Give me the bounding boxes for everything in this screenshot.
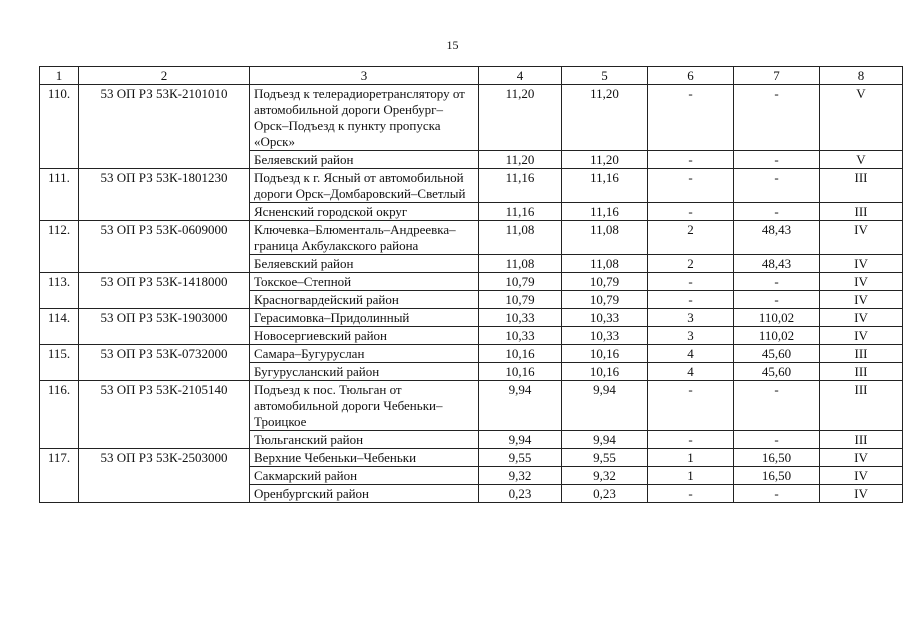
length-total-cell: 10,16	[479, 345, 562, 363]
table-row	[40, 85, 903, 151]
length-regional-cell: 9,32	[562, 467, 648, 485]
length-hard-cell: -	[734, 151, 820, 169]
length-hard-cell: -	[734, 273, 820, 291]
category-cell: V	[820, 151, 903, 169]
length-hard-cell: -	[734, 381, 820, 431]
count-cell: -	[648, 381, 734, 431]
road-code-cell: 53 ОП РЗ 53К-1418000	[79, 273, 250, 309]
road-name-cell: Красногвардейский район	[250, 291, 479, 309]
road-code-cell: 53 ОП РЗ 53К-0609000	[79, 221, 250, 273]
count-cell: 3	[648, 327, 734, 345]
road-name-cell: Герасимовка–Придолинный	[250, 309, 479, 327]
road-name-cell: Подъезд к телерадиоретранслятору от автомобильной дороги Оренбург–Орск–Подъезд к пункту пропуска «Орск»	[250, 85, 479, 151]
category-cell: III	[820, 431, 903, 449]
count-cell: -	[648, 151, 734, 169]
length-hard-cell: -	[734, 169, 820, 203]
count-cell: -	[648, 485, 734, 503]
length-total-cell: 10,79	[479, 291, 562, 309]
row-number-cell: 114.	[40, 309, 79, 345]
length-total-cell: 10,33	[479, 309, 562, 327]
length-regional-cell: 0,23	[562, 485, 648, 503]
length-hard-cell: 16,50	[734, 449, 820, 467]
count-cell: -	[648, 273, 734, 291]
row-number-cell: 115.	[40, 345, 79, 381]
category-cell: III	[820, 169, 903, 203]
header-cell-7: 7	[734, 67, 820, 85]
category-cell: III	[820, 345, 903, 363]
length-hard-cell: 16,50	[734, 467, 820, 485]
road-code-cell: 53 ОП РЗ 53К-0732000	[79, 345, 250, 381]
road-name-cell: Новосергиевский район	[250, 327, 479, 345]
length-total-cell: 9,94	[479, 431, 562, 449]
length-regional-cell: 9,94	[562, 381, 648, 431]
category-cell: V	[820, 85, 903, 151]
length-regional-cell: 10,16	[562, 345, 648, 363]
length-regional-cell: 10,16	[562, 363, 648, 381]
length-hard-cell: -	[734, 431, 820, 449]
length-hard-cell: -	[734, 85, 820, 151]
road-name-cell: Беляевский район	[250, 151, 479, 169]
length-hard-cell: -	[734, 203, 820, 221]
road-name-cell: Бугурусланский район	[250, 363, 479, 381]
road-name-cell: Подъезд к г. Ясный от автомобильной дороги Орск–Домбаровский–Светлый	[250, 169, 479, 203]
length-total-cell: 10,79	[479, 273, 562, 291]
length-total-cell: 9,32	[479, 467, 562, 485]
category-cell: IV	[820, 221, 903, 255]
length-regional-cell: 10,33	[562, 327, 648, 345]
table-row	[40, 169, 903, 203]
length-regional-cell: 10,33	[562, 309, 648, 327]
length-regional-cell: 11,16	[562, 203, 648, 221]
table-row	[40, 309, 903, 327]
length-regional-cell: 11,08	[562, 255, 648, 273]
length-hard-cell: -	[734, 291, 820, 309]
road-name-cell: Верхние Чебеньки–Чебеньки	[250, 449, 479, 467]
length-total-cell: 11,16	[479, 203, 562, 221]
road-name-cell: Самара–Бугуруслан	[250, 345, 479, 363]
header-cell-8: 8	[820, 67, 903, 85]
count-cell: 4	[648, 345, 734, 363]
count-cell: -	[648, 85, 734, 151]
road-name-cell: Ясненский городской округ	[250, 203, 479, 221]
length-hard-cell: 48,43	[734, 255, 820, 273]
road-name-cell: Оренбургский район	[250, 485, 479, 503]
header-cell-6: 6	[648, 67, 734, 85]
row-number-cell: 117.	[40, 449, 79, 503]
row-number-cell: 113.	[40, 273, 79, 309]
road-code-cell: 53 ОП РЗ 53К-1801230	[79, 169, 250, 221]
row-number-cell: 111.	[40, 169, 79, 221]
length-hard-cell: -	[734, 485, 820, 503]
length-total-cell: 11,20	[479, 85, 562, 151]
length-total-cell: 9,55	[479, 449, 562, 467]
road-code-cell: 53 ОП РЗ 53К-2105140	[79, 381, 250, 449]
table-row	[40, 381, 903, 431]
category-cell: IV	[820, 449, 903, 467]
length-regional-cell: 10,79	[562, 273, 648, 291]
table-row	[40, 449, 903, 467]
length-total-cell: 0,23	[479, 485, 562, 503]
length-regional-cell: 11,16	[562, 169, 648, 203]
length-regional-cell: 10,79	[562, 291, 648, 309]
count-cell: -	[648, 203, 734, 221]
header-cell-5: 5	[562, 67, 648, 85]
road-name-cell: Токское–Степной	[250, 273, 479, 291]
header-cell-1: 1	[40, 67, 79, 85]
count-cell: 4	[648, 363, 734, 381]
table-header-row	[40, 67, 903, 85]
count-cell: -	[648, 431, 734, 449]
road-name-cell: Тюльганский район	[250, 431, 479, 449]
length-total-cell: 11,08	[479, 221, 562, 255]
page-number: 15	[446, 38, 459, 52]
length-hard-cell: 110,02	[734, 327, 820, 345]
row-number-cell: 116.	[40, 381, 79, 449]
length-hard-cell: 45,60	[734, 363, 820, 381]
count-cell: -	[648, 291, 734, 309]
length-hard-cell: 45,60	[734, 345, 820, 363]
table-row	[40, 221, 903, 255]
category-cell: III	[820, 203, 903, 221]
header-cell-3: 3	[250, 67, 479, 85]
length-regional-cell: 11,20	[562, 85, 648, 151]
road-code-cell: 53 ОП РЗ 53К-1903000	[79, 309, 250, 345]
category-cell: IV	[820, 273, 903, 291]
road-name-cell: Подъезд к пос. Тюльган от автомобильной дороги Чебеньки–Троицкое	[250, 381, 479, 431]
category-cell: IV	[820, 467, 903, 485]
category-cell: IV	[820, 485, 903, 503]
length-total-cell: 9,94	[479, 381, 562, 431]
road-code-cell: 53 ОП РЗ 53К-2101010	[79, 85, 250, 169]
count-cell: 2	[648, 255, 734, 273]
length-regional-cell: 11,08	[562, 221, 648, 255]
row-number-cell: 110.	[40, 85, 79, 169]
row-number-cell: 112.	[40, 221, 79, 273]
length-hard-cell: 48,43	[734, 221, 820, 255]
roads-table	[39, 66, 903, 503]
length-total-cell: 11,08	[479, 255, 562, 273]
length-regional-cell: 9,55	[562, 449, 648, 467]
count-cell: 3	[648, 309, 734, 327]
length-regional-cell: 11,20	[562, 151, 648, 169]
length-regional-cell: 9,94	[562, 431, 648, 449]
header-cell-2: 2	[79, 67, 250, 85]
count-cell: 1	[648, 467, 734, 485]
count-cell: 2	[648, 221, 734, 255]
length-total-cell: 11,16	[479, 169, 562, 203]
category-cell: IV	[820, 291, 903, 309]
length-hard-cell: 110,02	[734, 309, 820, 327]
length-total-cell: 10,16	[479, 363, 562, 381]
count-cell: -	[648, 169, 734, 203]
category-cell: IV	[820, 327, 903, 345]
length-total-cell: 10,33	[479, 327, 562, 345]
count-cell: 1	[648, 449, 734, 467]
header-cell-4: 4	[479, 67, 562, 85]
category-cell: IV	[820, 255, 903, 273]
road-name-cell: Сакмарский район	[250, 467, 479, 485]
category-cell: III	[820, 363, 903, 381]
table-row	[40, 273, 903, 291]
length-total-cell: 11,20	[479, 151, 562, 169]
road-name-cell: Ключевка–Блюменталь–Андреевка–граница Акбулакского района	[250, 221, 479, 255]
road-name-cell: Беляевский район	[250, 255, 479, 273]
category-cell: III	[820, 381, 903, 431]
table-row	[40, 345, 903, 363]
category-cell: IV	[820, 309, 903, 327]
road-code-cell: 53 ОП РЗ 53К-2503000	[79, 449, 250, 503]
